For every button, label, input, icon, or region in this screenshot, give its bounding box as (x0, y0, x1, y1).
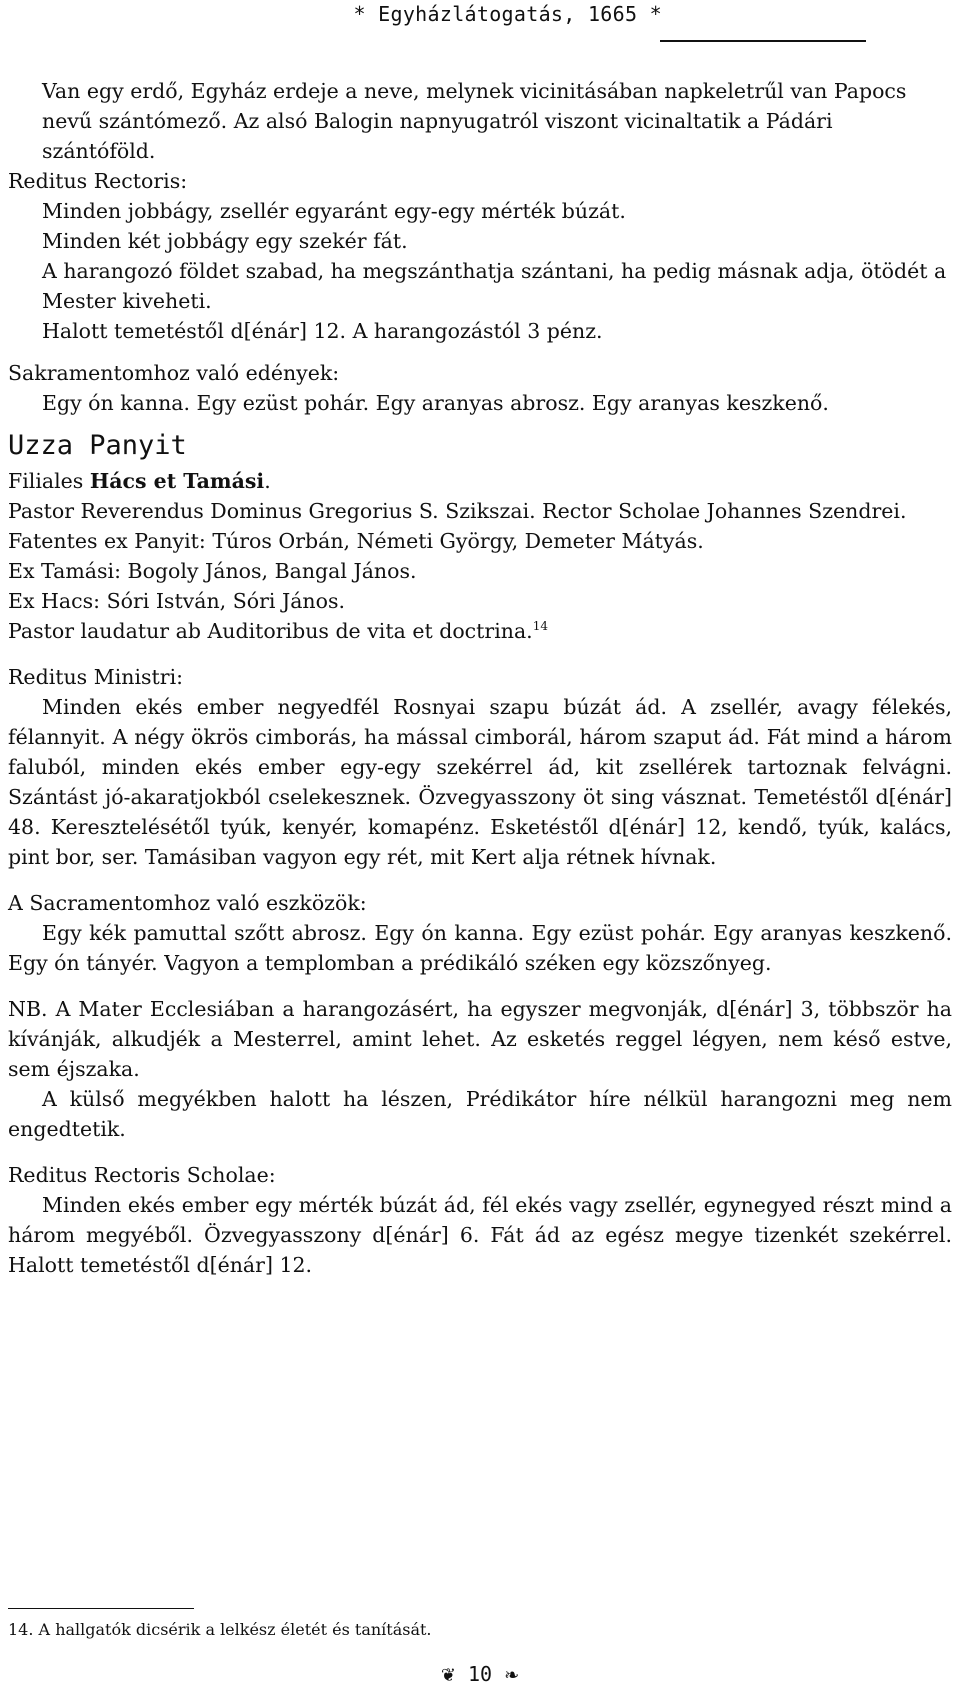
reditus-rectoris-heading: Reditus Rectoris: (8, 169, 188, 193)
filiales-suffix: . (264, 469, 271, 493)
item-text: Minden jobbágy, zsellér egyaránt egy-egy mérték búzát. (42, 199, 626, 223)
sacramentum2-heading: A Sacramentomhoz való eszközök: (8, 891, 367, 915)
nb-paragraph: NB. A Mater Ecclesiában a harangozásért, ha egyszer megvonják, d[énár] 3, többször ha kívánják, alkudjék a Mesterrel, amint lehet. Az esketés reggel légyen, nem késő estve, sem éjszaka. (8, 997, 952, 1081)
item-number (8, 256, 42, 286)
list-item (8, 316, 952, 346)
item-number (8, 316, 42, 346)
footnote-rule (8, 1608, 194, 1609)
fatentes-line: Fatentes ex Panyit: Túros Orbán, Németi György, Demeter Mátyás. (8, 529, 704, 553)
item-number (8, 226, 42, 256)
laudatur-line (8, 616, 952, 646)
fleuron-left-icon: ❦ (440, 1665, 456, 1686)
list-item (8, 226, 952, 256)
body-text (8, 76, 952, 1280)
footnote-reference[interactable]: 14 (532, 619, 548, 634)
sacramentum2-text: Egy kék pamuttal szőtt abrosz. Egy ón kanna. Egy ezüst pohár. Egy aranyas keszkenő. Egy ón tányér. Vagyon a templomban a prédikáló széken egy közszőnyeg. (8, 921, 952, 975)
list-item (8, 196, 952, 226)
fleuron-right-icon: ❧ (504, 1665, 520, 1686)
reditus-ministri-heading: Reditus Ministri: (8, 665, 184, 689)
filiales-line (8, 466, 952, 496)
header-rule (660, 40, 866, 42)
reditus-ministri-text: Minden ekés ember negyedfél Rosnyai szapu búzát ád. A zsellér, avagy félekés, félannyit. A négy ökrös cimborás, ha mással cimborál, három szaput ád. Fát mind a három faluból, minden ekés ember egy-egy szekérrel ád, kit zsellérek tartoznak felvágni. Szántást jó-akaratjokból cselekesznek. Özvegyasszony öt sing vásznat. Temetéstől d[énár] 48. Keresztelésétől tyúk, kenyér, komapénz. Esketéstől d[énár] 12, kendő, tyúk, kalács, pint bor, ser. Tamásiban vagyon egy rét, mit Kert alja rétnek hívnak. (8, 695, 952, 869)
filiales-names: Hács et Tamási (89, 469, 265, 493)
sacramentum-heading: Sakramentomhoz való edények: (8, 361, 340, 385)
item-number (8, 196, 42, 226)
item-text: Van egy erdő, Egyház erdeje a neve, melynek vicinitásában napkeletrűl van Papocs nevű szántómező. Az alsó Balogin napnyugatról viszont vicinaltatik a Pádári szántóföld. (42, 79, 907, 163)
page-number-value: 10 (467, 1662, 493, 1686)
pastor-line: Pastor Reverendus Dominus Gregorius S. Szikszai. Rector Scholae Johannes Szendrei. (8, 499, 907, 523)
item-text: Minden két jobbágy egy szekér fát. (42, 229, 408, 253)
reditus-scholae-text: Minden ekés ember egy mérték búzát ád, fél ekés vagy zsellér, egynegyed részt mind a három megyéből. Özvegyasszony d[énár] 6. Fát ád az egész megye tizenkét szekérrel. Halott temetéstől d[énár] 12. (8, 1193, 952, 1277)
running-head: * Egyházlátogatás, 1665 * (353, 2, 662, 26)
section-title: Uzza Panyit (8, 430, 187, 461)
reditus-scholae-heading: Reditus Rectoris Scholae: (8, 1163, 276, 1187)
item-number (8, 76, 42, 106)
ex-hacs-line: Ex Hacs: Sóri István, Sóri János. (8, 589, 345, 613)
item-text: Halott temetéstől d[énár] 12. A harangozástól 3 pénz. (42, 319, 603, 343)
list-item (8, 256, 952, 316)
nb-paragraph-2: A külső megyékben halott ha lészen, Prédikátor híre nélkül harangozni meg nem engedtetik. (8, 1087, 952, 1141)
item-7 (8, 76, 952, 166)
page-number (0, 1662, 960, 1686)
laudatur-text: Pastor laudatur ab Auditoribus de vita et doctrina. (8, 619, 533, 643)
footnote-text: A hallgatók dicsérik a lelkész életét és tanítását. (38, 1620, 432, 1639)
sacramentum-text: Egy ón kanna. Egy ezüst pohár. Egy aranyas abrosz. Egy aranyas keszkenő. (42, 391, 829, 415)
ex-tamasi-line: Ex Tamási: Bogoly János, Bangal János. (8, 559, 417, 583)
footnote (8, 1620, 432, 1639)
item-text: A harangozó földet szabad, ha megszánthatja szántani, ha pedig másnak adja, ötödét a Mester kiveheti. (42, 259, 947, 313)
footnote-number: 14. (8, 1620, 34, 1639)
filiales-prefix: Filiales (8, 469, 90, 493)
